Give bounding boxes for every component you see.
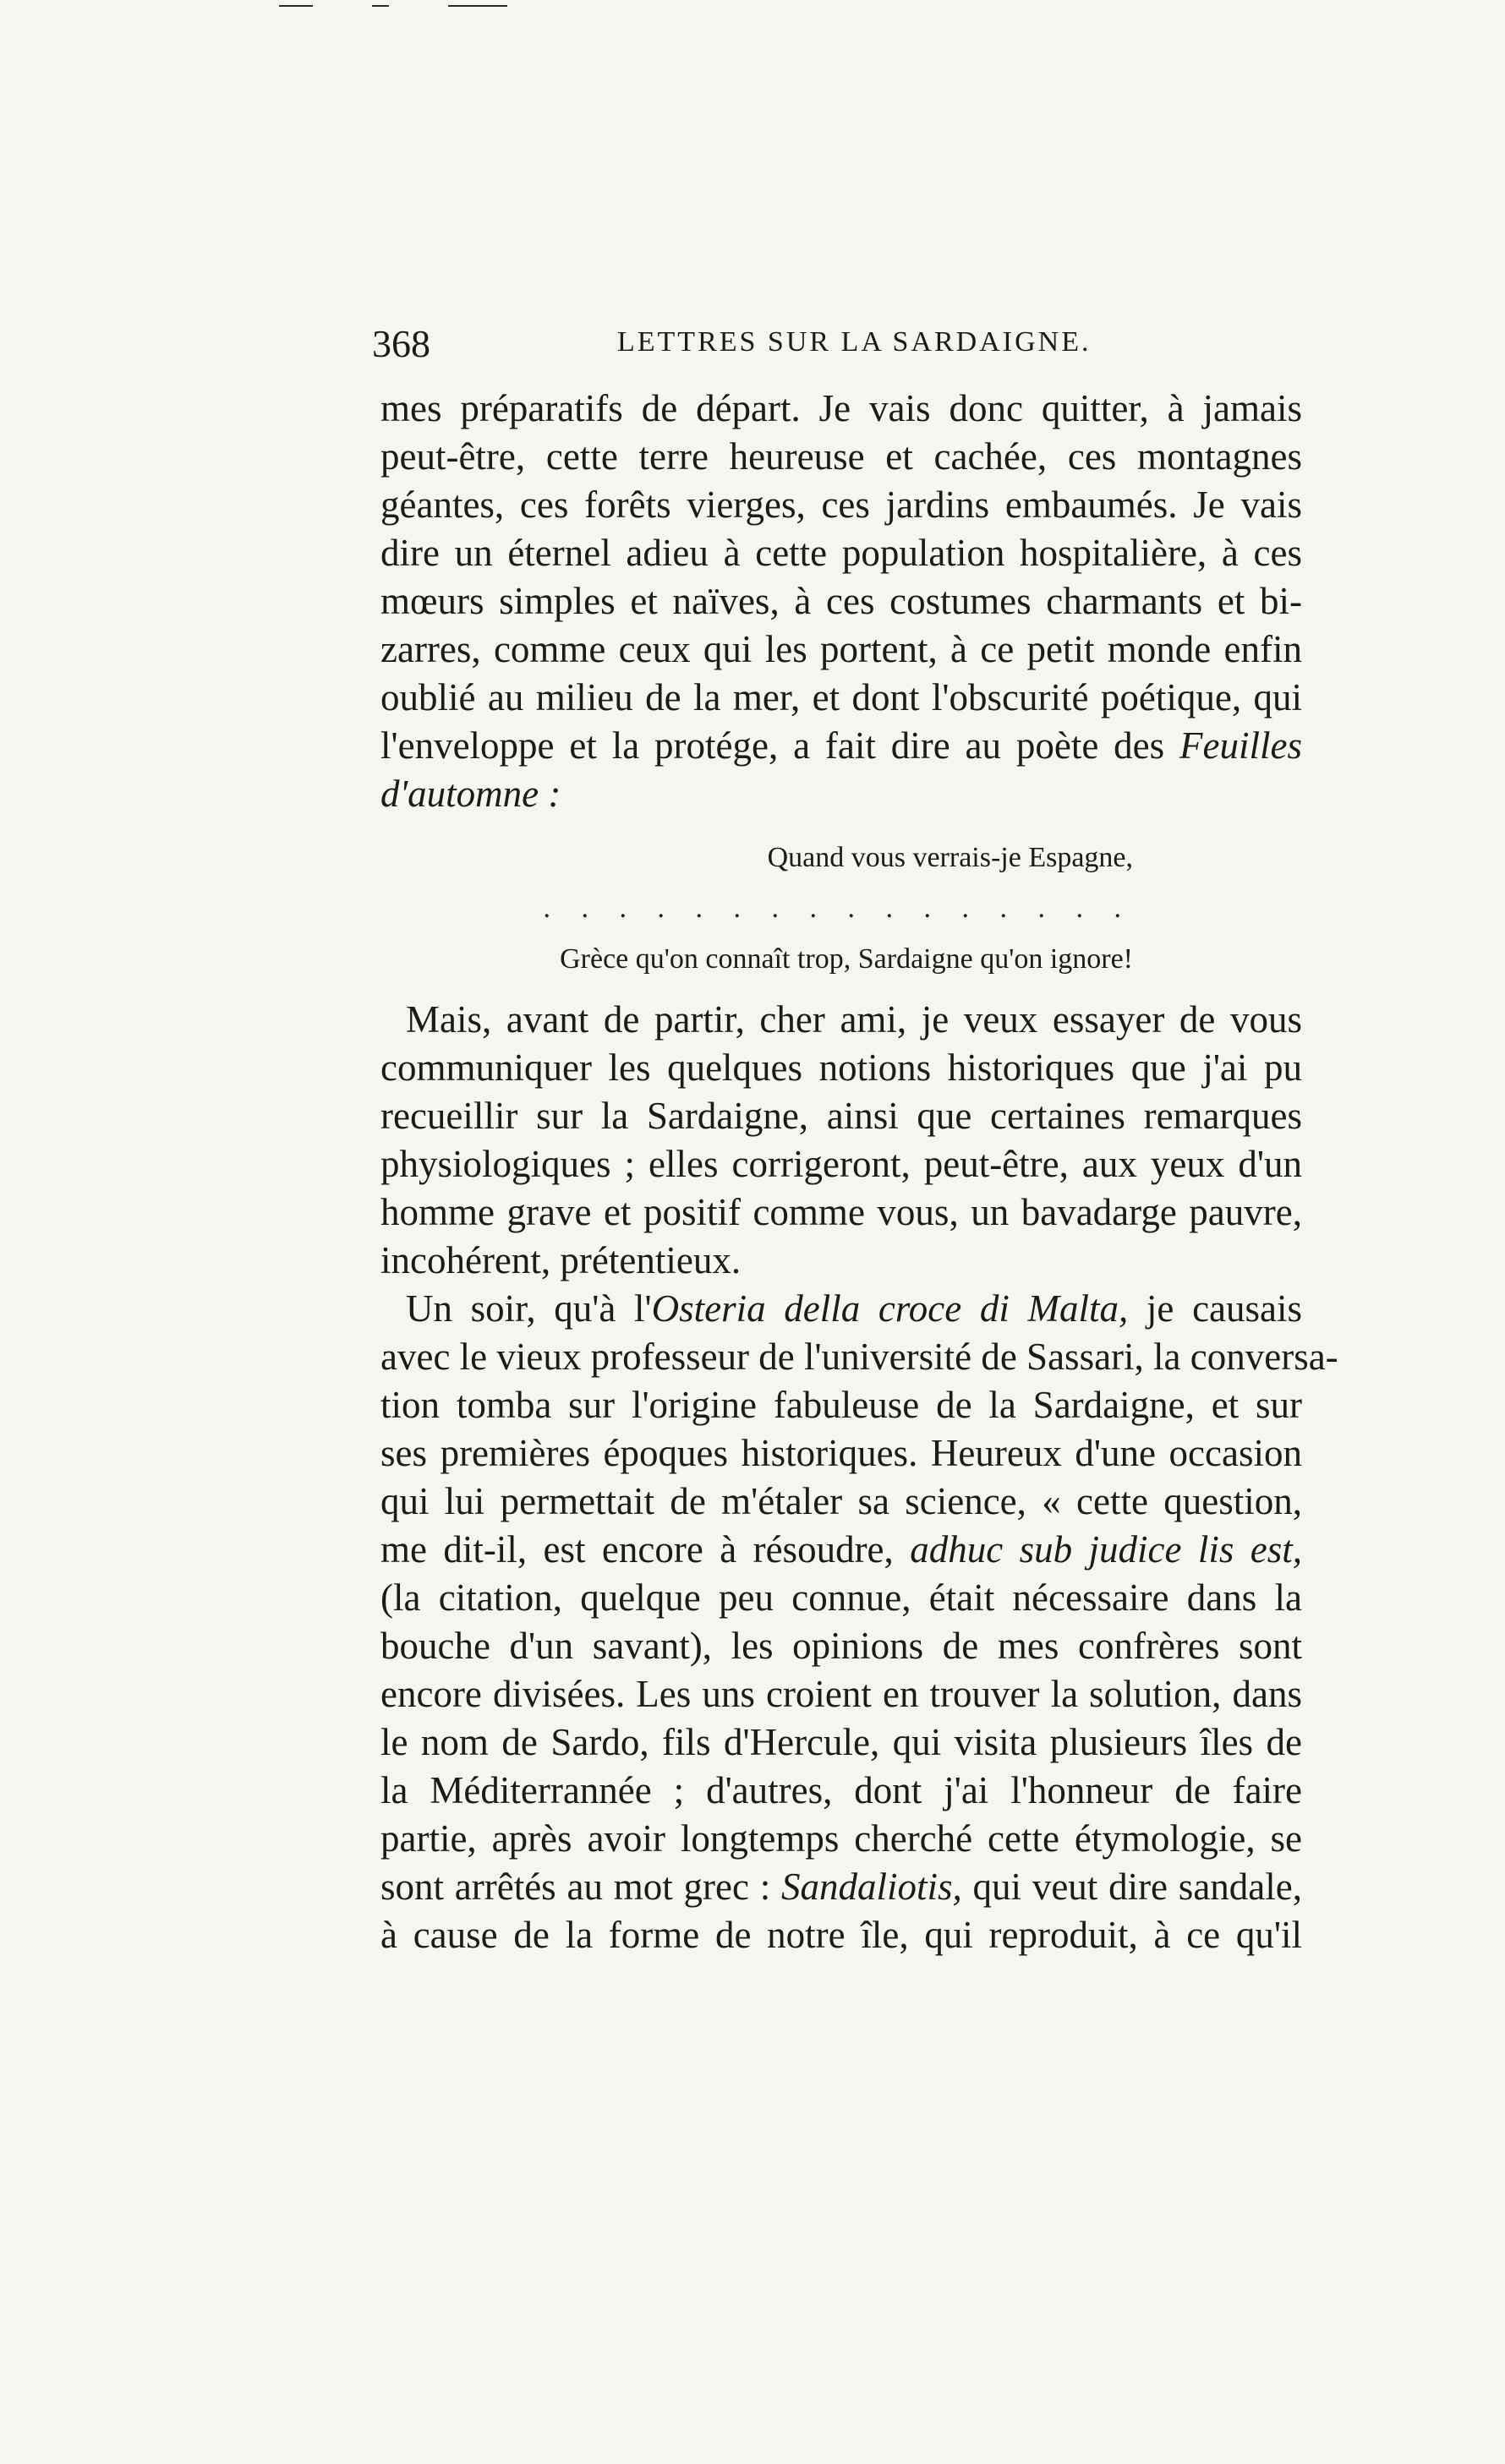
text-line: (la citation, quelque peu connue, était nécessaire dans la xyxy=(380,1576,1302,1619)
text-span: me dit-il, est encore à résoudre, xyxy=(380,1528,911,1571)
scan-mark xyxy=(448,5,507,7)
verse-line: Grèce qu'on connaît trop, Sardaigne qu'on ignore! xyxy=(560,943,1133,975)
scan-mark xyxy=(372,5,389,7)
italic-word: Sandaliotis, xyxy=(780,1866,962,1908)
text-span: sont arrêtés au mot grec : xyxy=(380,1866,781,1908)
text-line: Mais, avant de partir, cher ami, je veux essayer de vous xyxy=(406,998,1302,1041)
paragraph-1 xyxy=(380,385,1302,818)
verse-quote xyxy=(507,833,1133,985)
text-line: zarres, comme ceux qui les portent, à ce petit monde enfin xyxy=(380,628,1302,670)
text-line: dire un éternel adieu à cette population hospitalière, à ces xyxy=(380,532,1302,574)
ellipsis-dots: . . . . . . . . . . . . . . . . xyxy=(543,893,1133,924)
text-line: mes préparatifs de départ. Je vais donc quitter, à jamais xyxy=(380,387,1302,429)
italic-phrase: adhuc sub judice lis est, xyxy=(910,1528,1302,1571)
text-line: le nom de Sardo, fils d'Hercule, qui visita plusieurs îles de xyxy=(380,1721,1302,1763)
text-line: physiologiques ; elles corrigeront, peut-être, aux yeux d'un xyxy=(380,1143,1302,1185)
text-line: mœurs simples et naïves, à ces costumes charmants et bi- xyxy=(380,580,1302,622)
text-line: homme grave et positif comme vous, un bavadarge pauvre, xyxy=(380,1191,1302,1233)
italic-phrase: Osteria della croce di Malta, xyxy=(651,1287,1129,1330)
text-line xyxy=(380,770,1302,818)
text-line: la Méditerrannée ; d'autres, dont j'ai l'honneur de faire xyxy=(380,1769,1302,1811)
text-line: recueillir sur la Sardaigne, ainsi que certaines remarques xyxy=(380,1095,1302,1137)
text-line: qui lui permettait de m'étaler sa science, « cette question, xyxy=(380,1480,1302,1522)
text-line: géantes, ces forêts vierges, ces jardins embaumés. Je vais xyxy=(380,484,1302,526)
page-header xyxy=(372,321,1302,372)
text-line: ses premières époques historiques. Heureux d'une occasion xyxy=(380,1432,1302,1474)
text-line: tion tomba sur l'origine fabuleuse de la Sardaigne, et sur xyxy=(380,1384,1302,1426)
text-span: l'enveloppe et la protége, a fait dire au poète des xyxy=(380,724,1180,767)
text-line: incohérent, prétentieux. xyxy=(380,1239,742,1281)
italic-title: Feuilles xyxy=(1179,724,1302,767)
text-span: je causais xyxy=(1128,1287,1303,1330)
text-line: avec le vieux professeur de l'université de Sassari, la conversa- xyxy=(380,1336,1338,1378)
text-line xyxy=(380,722,1302,770)
scan-mark xyxy=(279,5,313,7)
text-span: Un soir, qu'à l' xyxy=(406,1287,652,1330)
running-title: LETTRES SUR LA SARDAIGNE. xyxy=(617,326,1092,358)
text-line: communiquer les quelques notions historiques que j'ai pu xyxy=(380,1046,1302,1089)
verse-line: Quand vous verrais-je Espagne, xyxy=(767,842,1133,873)
text-span: qui veut dire sandale, xyxy=(961,1866,1302,1908)
text-line xyxy=(380,1526,1302,1574)
text-line: partie, après avoir longtemps cherché cette étymologie, se xyxy=(380,1817,1302,1860)
text-line: peut-être, cette terre heureuse et cachée, ces montagnes xyxy=(380,435,1302,478)
paragraph-2-3 xyxy=(380,996,1338,1959)
italic-title: d'automne : xyxy=(380,773,561,815)
text-line xyxy=(380,1863,1302,1911)
text-line: bouche d'un savant), les opinions de mes confrères sont xyxy=(380,1625,1302,1667)
text-line: à cause de la forme de notre île, qui reproduit, à ce qu'il xyxy=(380,1914,1302,1956)
text-line xyxy=(380,1285,1302,1333)
text-line: encore divisées. Les uns croient en trouver la solution, dans xyxy=(380,1673,1302,1715)
page-number: 368 xyxy=(372,322,430,365)
text-line: oublié au milieu de la mer, et dont l'obscurité poétique, qui xyxy=(380,676,1302,718)
